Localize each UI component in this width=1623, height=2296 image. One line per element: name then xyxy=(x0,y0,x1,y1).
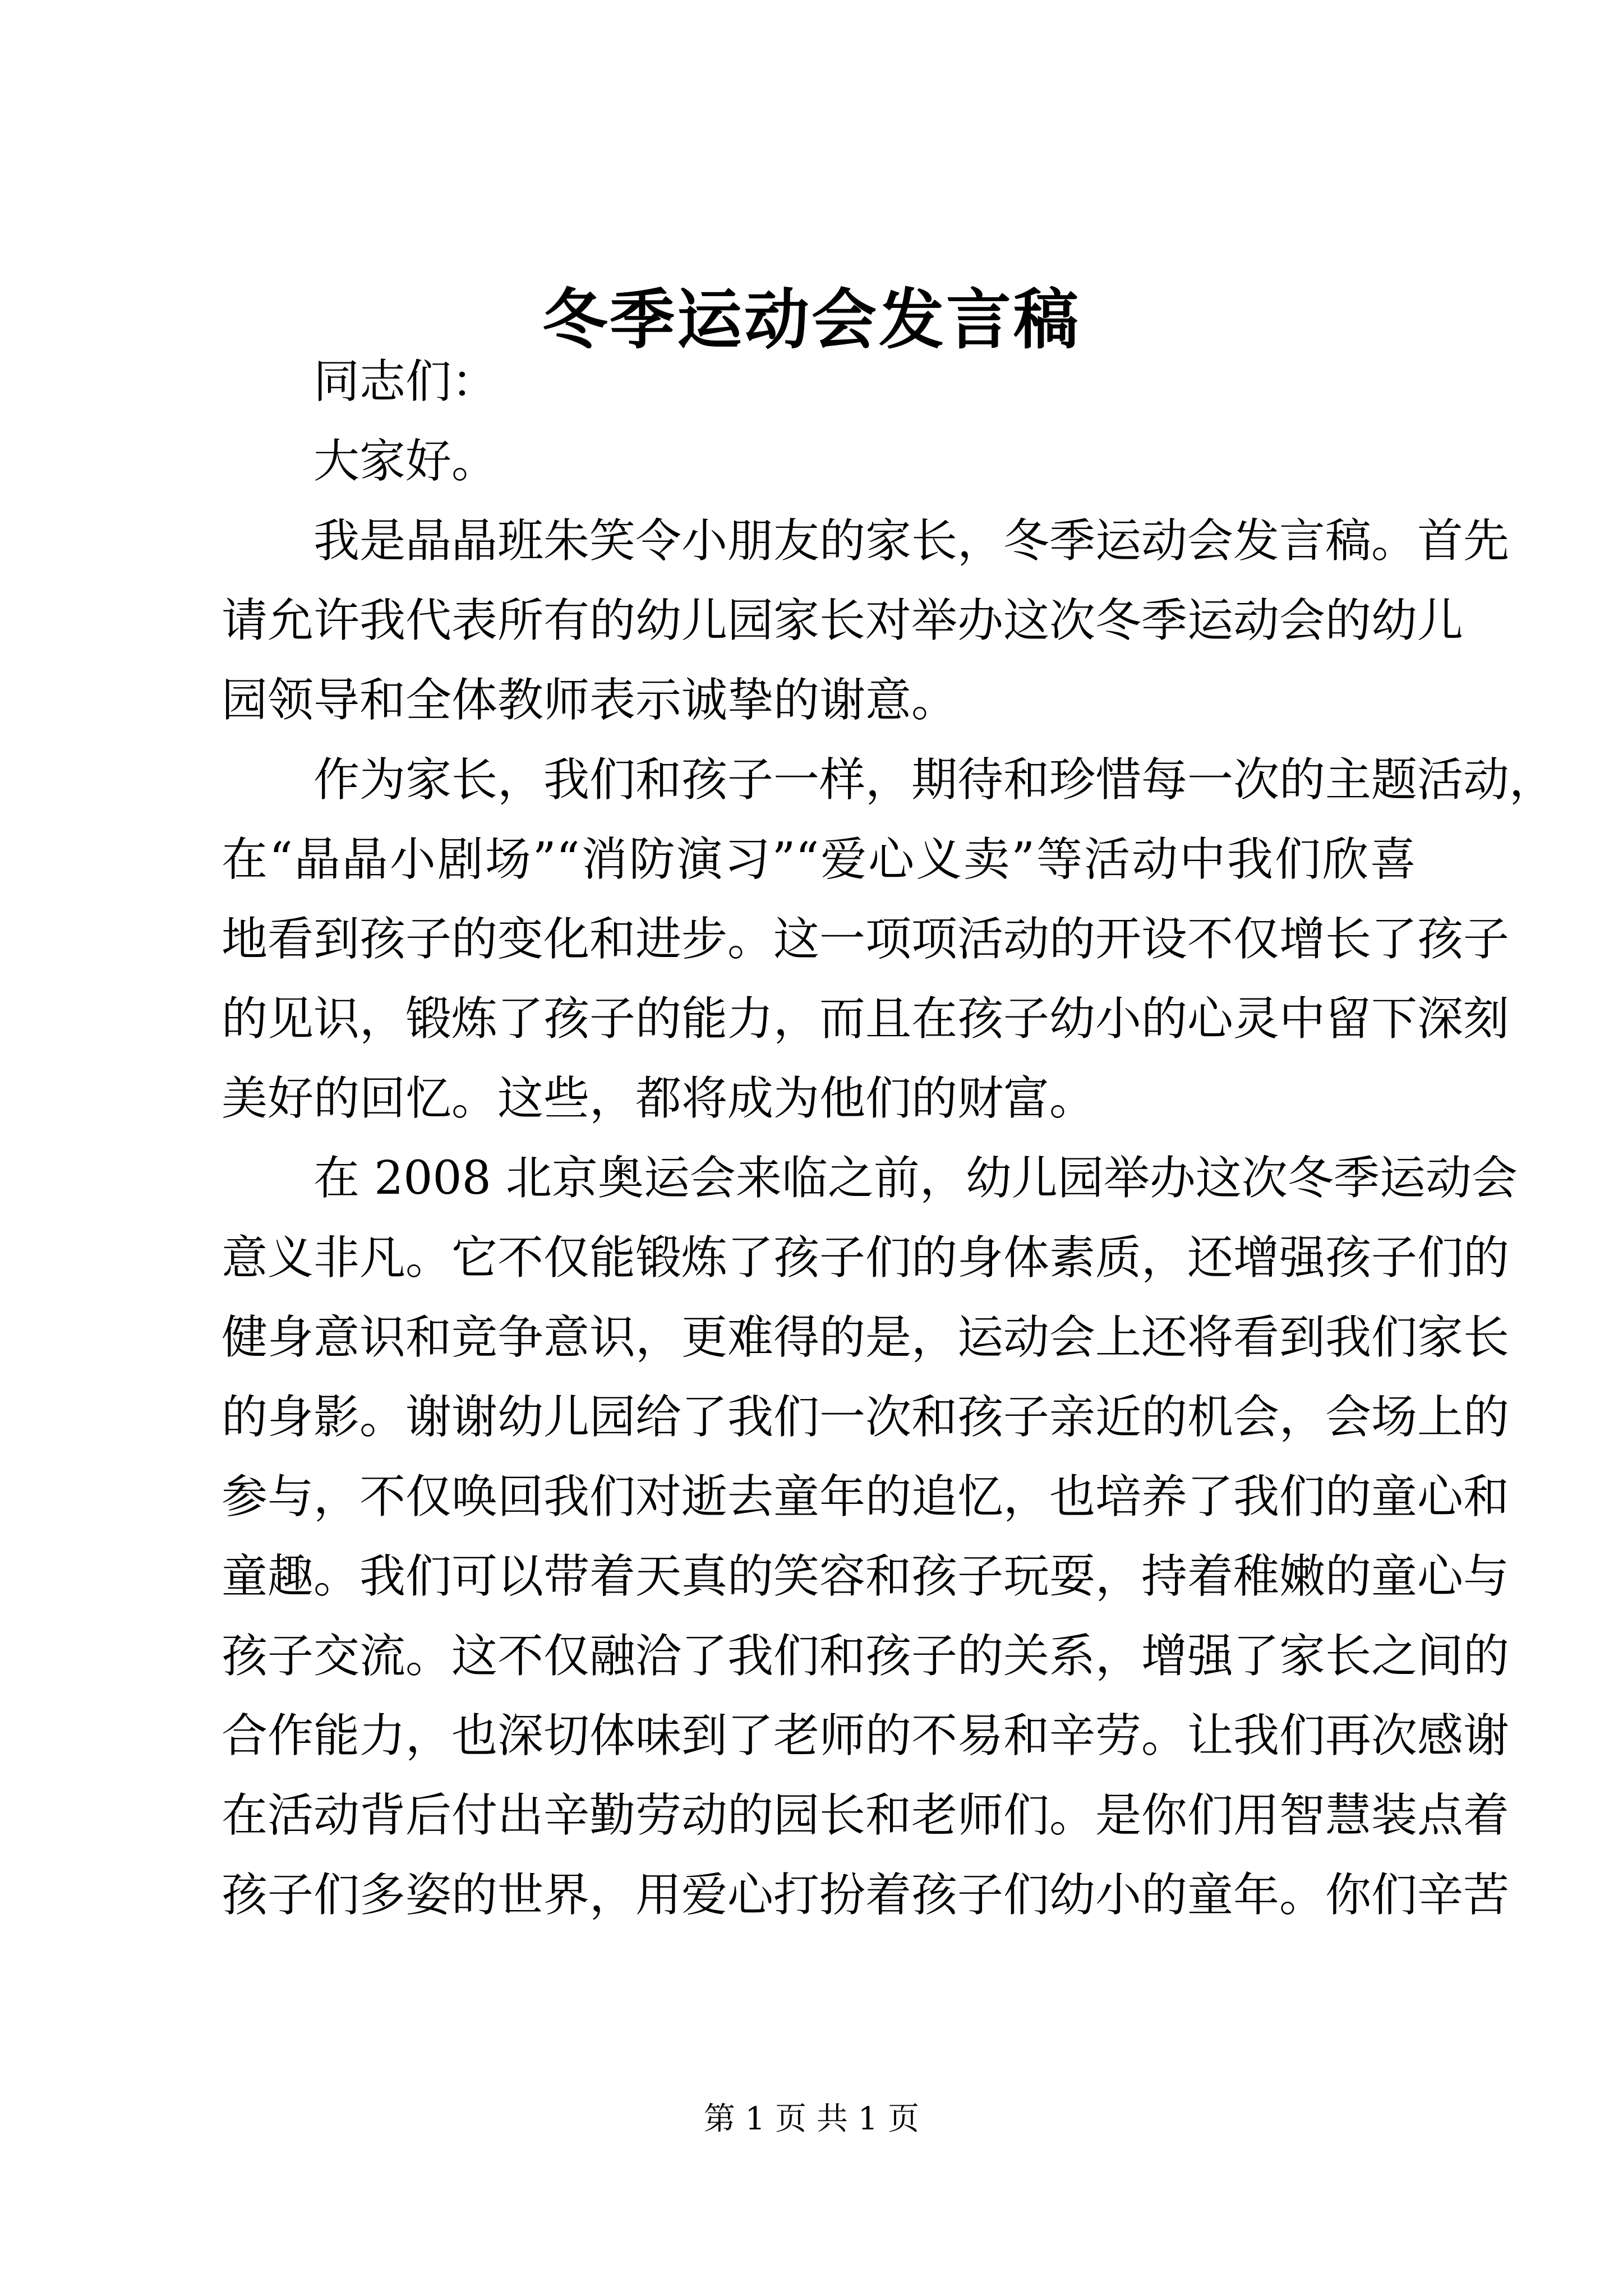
body-line: 作为家长，我们和孩子一样，期待和珍惜每一次的主题活动， xyxy=(313,753,1556,807)
body-line: 园领导和全体教师表示诚挚的谢意。 xyxy=(222,674,958,727)
document-body xyxy=(222,342,1556,1935)
body-line: 地看到孩子的变化和进步。这一项项活动的开设不仅增长了孩子 xyxy=(222,913,1510,966)
body-line: 健身意识和竞争意识，更难得的是，运动会上还将看到我们家长 xyxy=(222,1311,1510,1364)
body-line: 意义非凡。它不仅能锻炼了孩子们的身体素质，还增强孩子们的 xyxy=(222,1231,1510,1285)
body-line: 在 2008 北京奥运会来临之前，幼儿园举办这次冬季运动会 xyxy=(313,1152,1518,1205)
page-footer: 第 1 页 共 1 页 xyxy=(703,2101,920,2137)
body-line: 在活动背后付出辛勤劳动的园长和老师们。是你们用智慧装点着 xyxy=(222,1789,1510,1842)
body-line: 美好的回忆。这些，都将成为他们的财富。 xyxy=(222,1072,1096,1125)
body-line: 孩子们多姿的世界，用爱心打扮着孩子们幼小的童年。你们辛苦 xyxy=(222,1869,1510,1922)
document-title: 冬季运动会发言稿 xyxy=(542,282,1081,358)
body-line: 合作能力，也深切体味到了老师的不易和辛劳。让我们再次感谢 xyxy=(222,1709,1510,1763)
body-line: 请允许我代表所有的幼儿园家长对举办这次冬季运动会的幼儿 xyxy=(222,594,1464,647)
body-line: 在“晶晶小剧场”“消防演习”“爱心义卖”等活动中我们欣喜 xyxy=(222,833,1416,886)
body-line: 我是晶晶班朱笑令小朋友的家长，冬季运动会发言稿。首先 xyxy=(313,514,1510,568)
body-line: 的身影。谢谢幼儿园给了我们一次和孩子亲近的机会，会场上的 xyxy=(222,1391,1510,1444)
body-line: 的见识，锻炼了孩子的能力，而且在孩子幼小的心灵中留下深刻 xyxy=(222,992,1510,1046)
body-line: 孩子交流。这不仅融洽了我们和孩子的关系，增强了家长之间的 xyxy=(222,1630,1510,1683)
body-line: 大家好。 xyxy=(313,435,498,488)
body-line: 参与，不仅唤回我们对逝去童年的追忆，也培养了我们的童心和 xyxy=(222,1470,1510,1524)
body-line: 同志们： xyxy=(313,355,498,408)
body-line: 童趣。我们可以带着天真的笑容和孩子玩耍，持着稚嫩的童心与 xyxy=(222,1550,1510,1603)
